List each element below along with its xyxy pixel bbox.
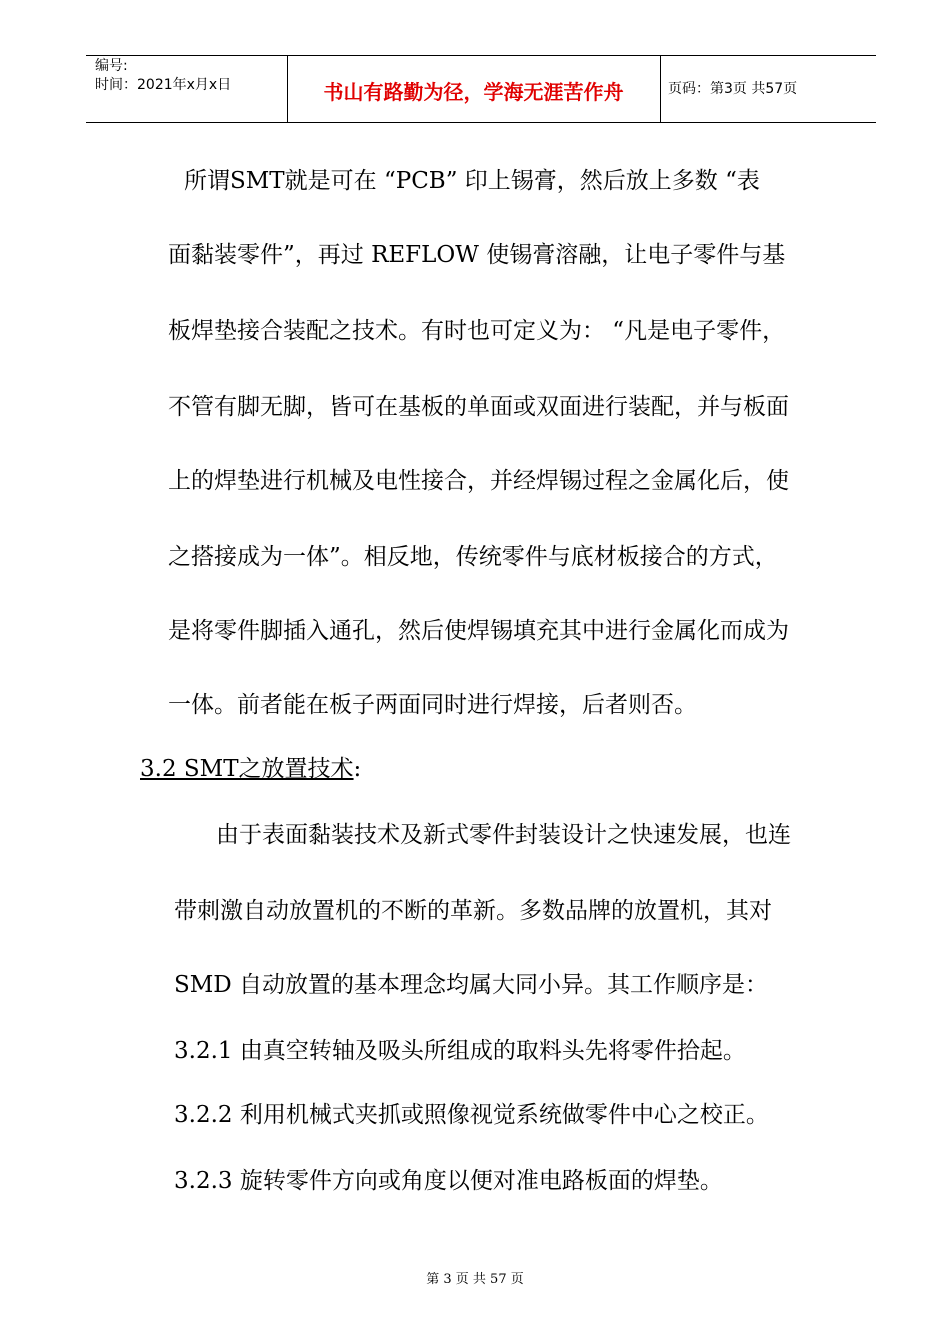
header-motto: 书山有路勤为径，学海无涯苦作舟 (323, 80, 624, 104)
para1-line-1: 所谓SMT就是可在 “PCB” 印上锡膏，然后放上多数 “表 (184, 168, 760, 194)
header-number-label: 编号: (95, 58, 128, 74)
page-footer: 第 3 页 共 57 页 (426, 1272, 524, 1287)
header-time-label: 时间：2021年x月x日 (95, 77, 232, 93)
para1-line-5: 上的焊垫进行机械及电性接合，并经焊锡过程之金属化后，使 (168, 468, 789, 494)
header-page-label: 页码：第3页 共57页 (668, 81, 798, 97)
para1-line-3: 板焊垫接合装配之技术。有时也可定义为： “凡是电子零件， (168, 318, 786, 344)
para1-line-7: 是将零件脚插入通孔，然后使焊锡填充其中进行金属化而成为 (168, 618, 789, 644)
para2-line-3: SMD 自动放置的基本理念均属大同小异。其工作顺序是： (174, 972, 769, 998)
header-divider-right (660, 55, 661, 122)
section-heading-text: 3.2 SMT之放置技术 (140, 756, 354, 782)
para2-line-1: 由于表面黏装技术及新式零件封装设计之快速发展，也连 (216, 822, 791, 848)
para2-line-2: 带刺激自动放置机的不断的革新。多数品牌的放置机，其对 (174, 898, 772, 924)
header-bottom-rule (86, 122, 876, 123)
step-3-2-2: 3.2.2 利用机械式夹抓或照像视觉系统做零件中心之校正。 (174, 1102, 769, 1128)
para1-line-6: 之搭接成为一体”。相反地，传统零件与底材板接合的方式， (168, 544, 778, 570)
para1-line-2: 面黏装零件”，再过 REFLOW 使锡膏溶融，让电子零件与基 (168, 242, 786, 268)
para1-line-8: 一体。前者能在板子两面同时进行焊接，后者则否。 (168, 692, 697, 718)
para1-line-4: 不管有脚无脚，皆可在基板的单面或双面进行装配，并与板面 (168, 394, 789, 420)
step-3-2-1: 3.2.1 由真空转轴及吸头所组成的取料头先将零件拾起。 (174, 1038, 746, 1064)
section-heading (140, 754, 361, 784)
section-heading-colon: : (353, 756, 362, 782)
header-top-rule (86, 55, 876, 56)
step-3-2-3: 3.2.3 旋转零件方向或角度以便对准电路板面的焊垫。 (174, 1168, 723, 1194)
